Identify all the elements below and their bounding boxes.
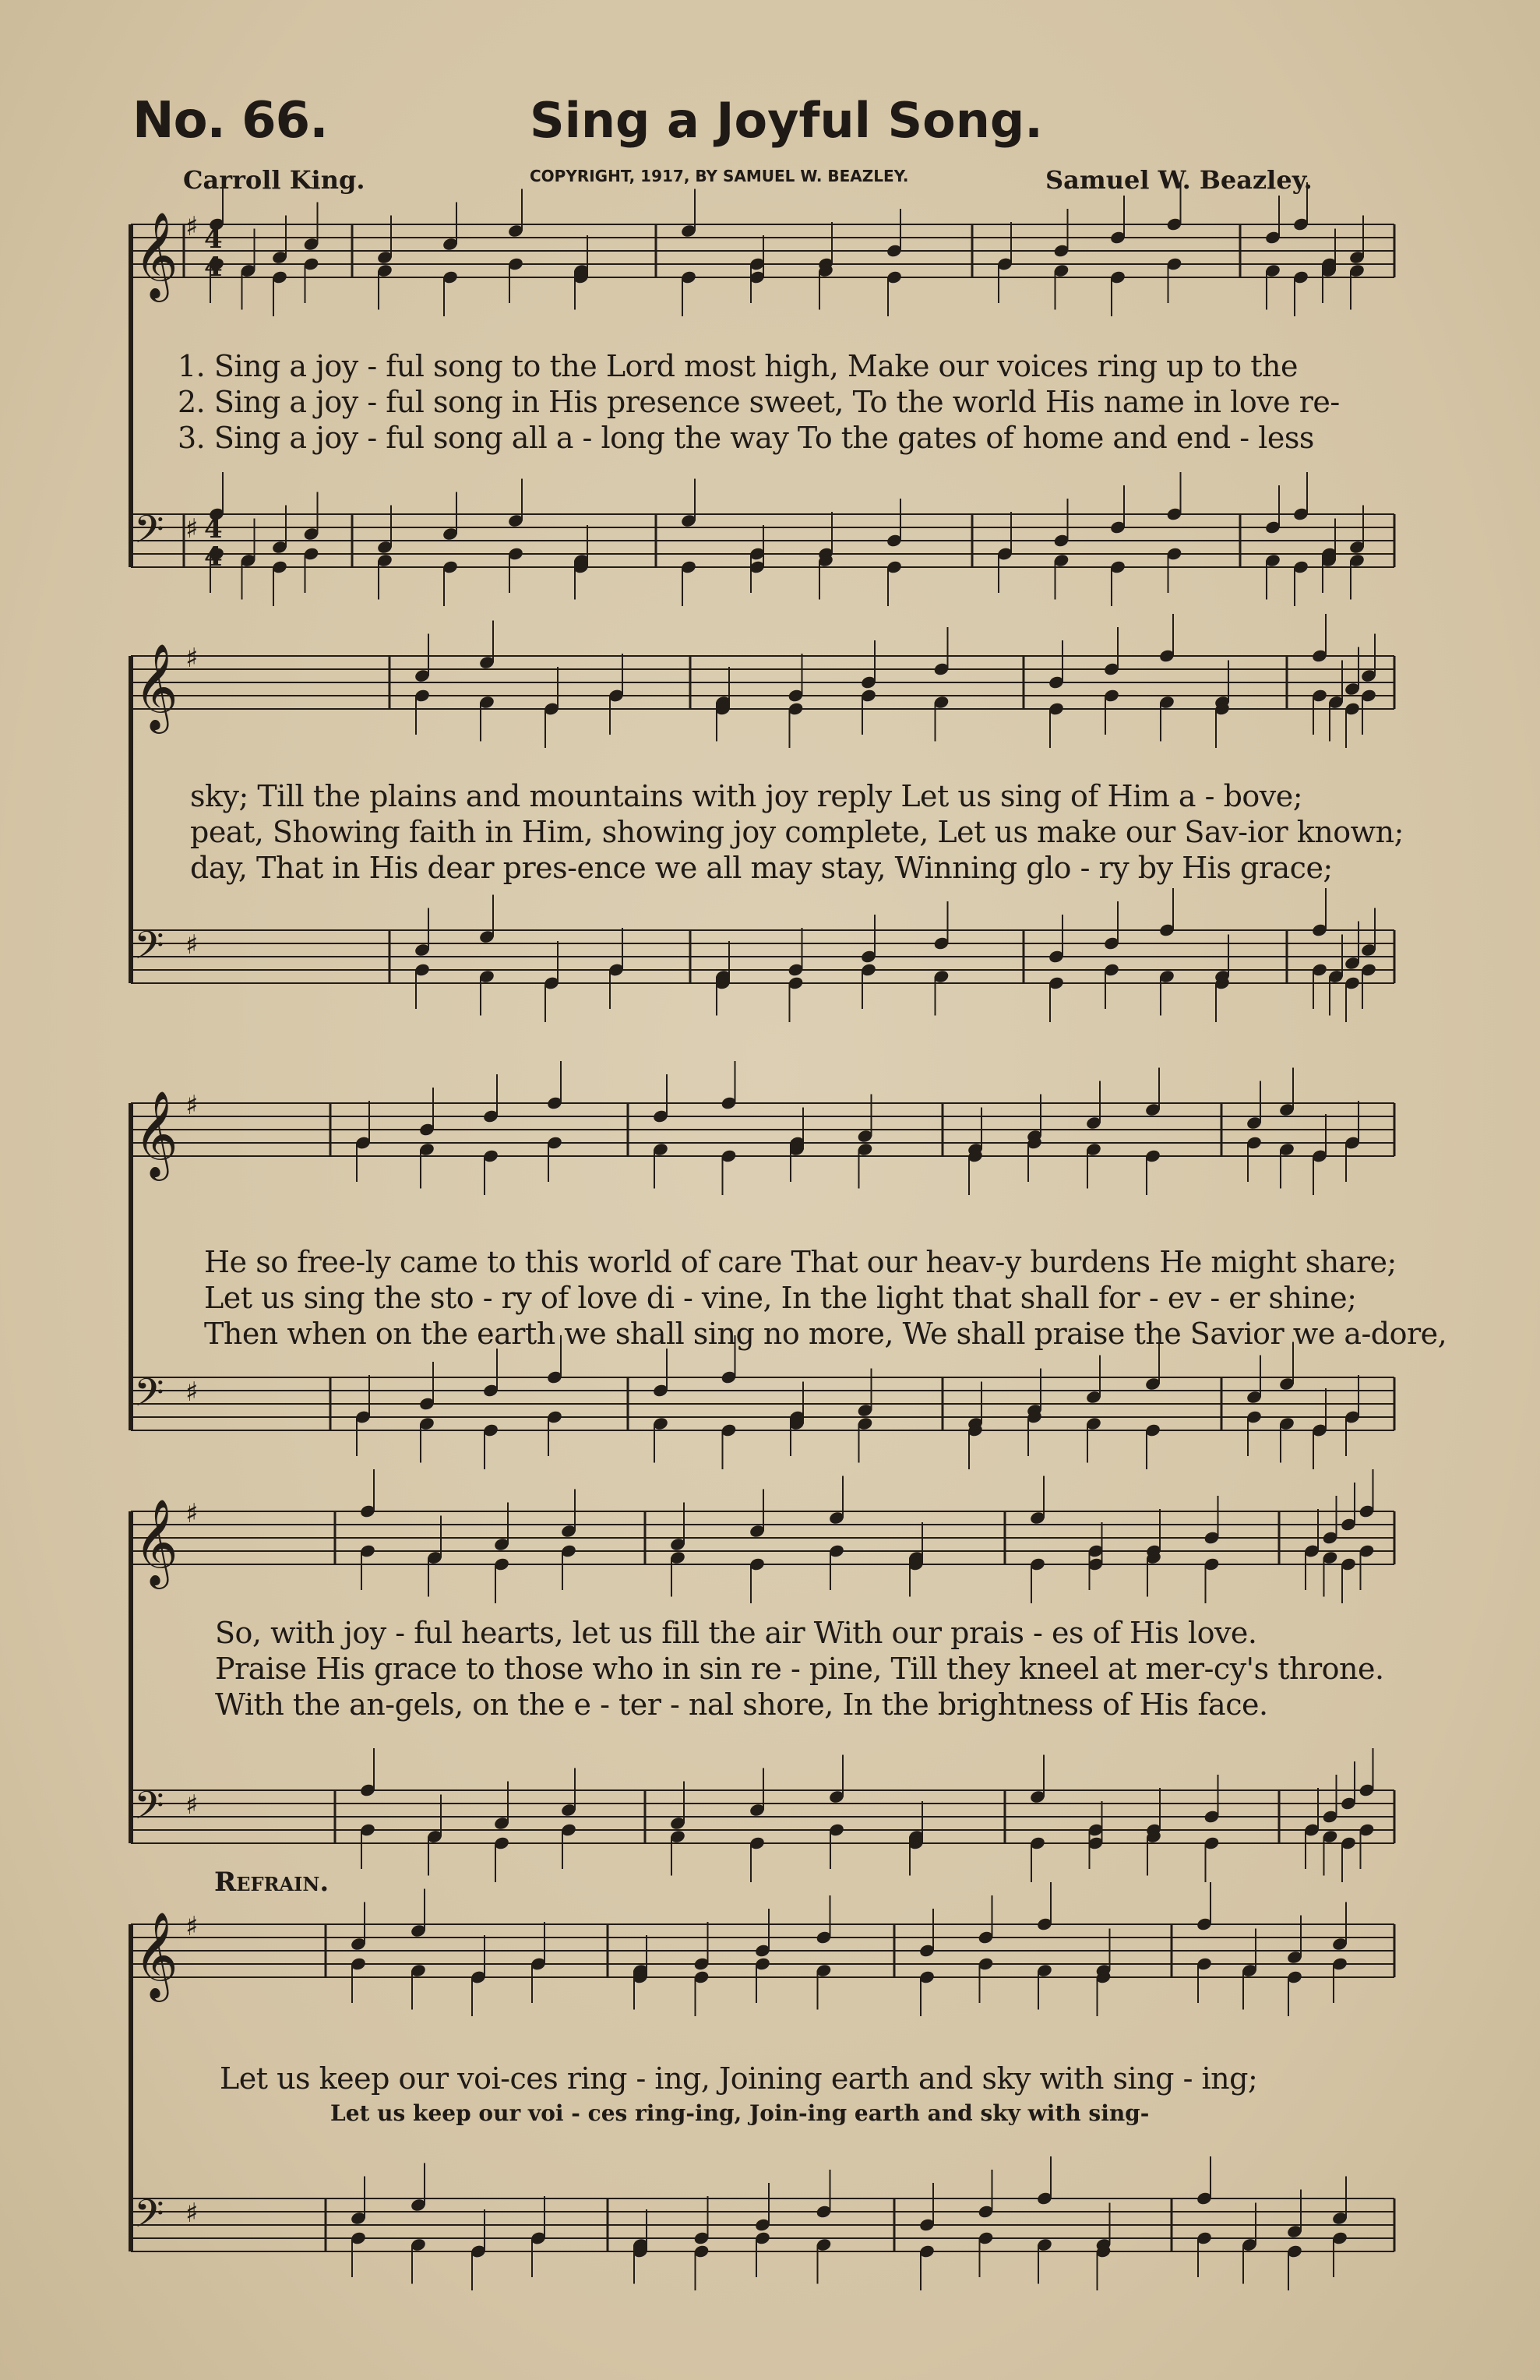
refrain-lyric: Let us keep our voi-ces ring - ing, Joining earth and sky with sing - ing; [220,2061,1258,2096]
key-signature-sharp: ♯ [185,2198,199,2229]
key-signature-sharp: ♯ [185,1377,199,1408]
treble-clef: 𝄞 [134,643,178,730]
bass-clef: 𝄢 [134,2191,164,2246]
verse-1-line-4: So, with joy - ful hearts, let us fill the air With our prais - es of His love. [215,1616,1257,1650]
treble-clef: 𝄞 [134,211,178,298]
verse-2-line-1: 2. Sing a joy - ful song in His presence sweet, To the world His name in love re- [178,385,1340,419]
treble-clef: 𝄞 [134,1498,178,1585]
time-signature-bottom: 4 [204,541,223,573]
key-signature-sharp: ♯ [185,1789,199,1821]
refrain-label: Refrain. [214,1867,329,1898]
verse-3-line-1: 3. Sing a joy - ful song all a - long the way To the gates of home and end - less [178,421,1314,455]
bass-clef: 𝄢 [134,1783,164,1838]
key-signature-sharp: ♯ [185,513,199,545]
key-signature-sharp: ♯ [185,1911,199,1942]
treble-clef: 𝄞 [134,1090,178,1177]
key-signature-sharp: ♯ [185,1090,199,1121]
verse-2-line-4: Praise His grace to those who in sin re - pine, Till they kneel at mer-cy's throne. [215,1652,1384,1686]
key-signature-sharp: ♯ [185,643,199,674]
time-signature-bottom: 4 [204,252,223,283]
time-signature-top: 4 [204,224,223,255]
key-signature-sharp: ♯ [185,211,199,242]
verse-1-line-2: sky; Till the plains and mountains with joy reply Let us sing of Him a - bove; [190,779,1303,813]
copyright-notice: COPYRIGHT, 1917, BY SAMUEL W. BEAZLEY. [530,167,909,185]
verse-2-line-3: Let us sing the sto - ry of love di - vine, In the light that shall for - ev - er shine; [204,1281,1357,1315]
bass-clef: 𝄢 [134,507,164,562]
key-signature-sharp: ♯ [185,929,199,961]
lyricist-credit: Carroll King. [183,165,365,195]
hymn-number: No. 66. [132,92,328,150]
bass-clef: 𝄢 [134,923,164,978]
composer-credit: Samuel W. Beazley. [1045,165,1313,195]
verse-3-line-4: With the an-gels, on the e - ter - nal shore, In the brightness of His face. [215,1687,1268,1722]
hymn-title: Sing a Joyful Song. [530,92,1043,149]
verse-3-line-3: Then when on the earth we shall sing no more, We shall praise the Savior we a-dore, [204,1317,1447,1351]
verse-3-line-2: day, That in His dear pres-ence we all may stay, Winning glo - ry by His grace; [190,851,1333,885]
time-signature-top: 4 [204,513,223,545]
verse-1-line-3: He so free-ly came to this world of care That our heav-y burdens He might share; [204,1245,1397,1279]
verse-2-line-2: peat, Showing faith in Him, showing joy complete, Let us make our Sav-ior known; [190,815,1404,849]
key-signature-sharp: ♯ [185,1498,199,1529]
treble-clef: 𝄞 [134,1911,178,1998]
verse-1-line-1: 1. Sing a joy - ful song to the Lord most high, Make our voices ring up to the [178,349,1298,383]
refrain-bass-lyric: Let us keep our voi - ces ring-ing, Join-ing earth and sky with sing- [330,2100,1150,2126]
bass-clef: 𝄢 [134,1370,164,1425]
